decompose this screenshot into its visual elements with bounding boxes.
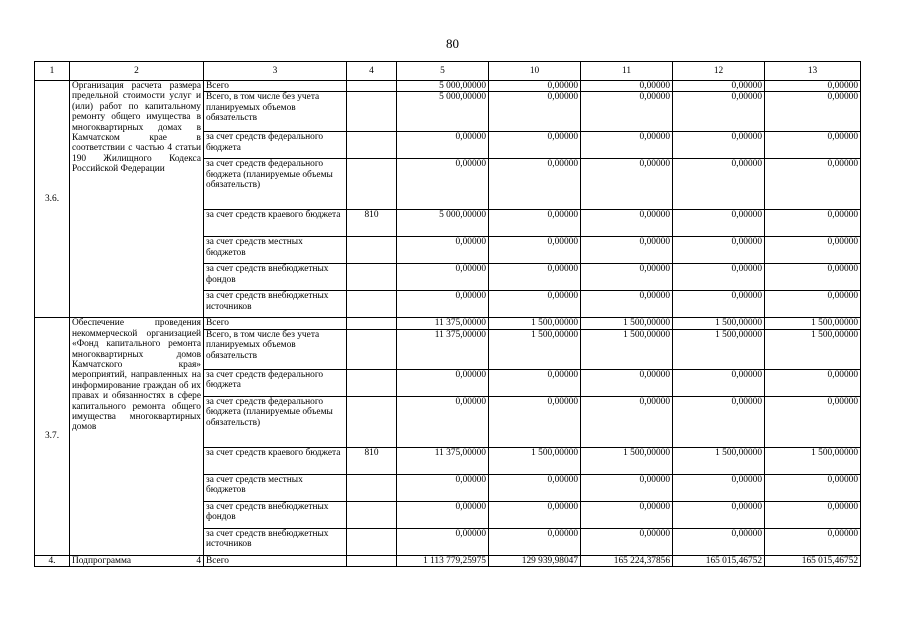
amount-cell: 0,00000 — [397, 291, 489, 318]
amount-cell: 0,00000 — [489, 501, 581, 528]
amount-cell: 0,00000 — [397, 264, 489, 291]
amount-cell: 0,00000 — [397, 237, 489, 264]
amount-cell: 0,00000 — [765, 474, 861, 501]
amount-cell: 5 000,00000 — [397, 81, 489, 92]
header-cell: 4 — [347, 62, 397, 81]
amount-cell: 0,00000 — [765, 159, 861, 210]
funding-source: Всего — [204, 555, 347, 566]
table-row — [35, 318, 861, 329]
amount-cell: 0,00000 — [673, 132, 765, 159]
amount-cell: 0,00000 — [765, 81, 861, 92]
funding-source: Всего, в том числе без учета планируемых объемов обязательств — [204, 92, 347, 132]
amount-cell: 0,00000 — [673, 291, 765, 318]
header-cell: 1 — [35, 62, 70, 81]
amount-cell: 1 500,00000 — [489, 329, 581, 369]
amount-cell: 1 500,00000 — [673, 447, 765, 474]
amount-cell: 0,00000 — [581, 528, 673, 555]
amount-cell: 0,00000 — [581, 501, 673, 528]
amount-cell: 129 939,98047 — [489, 555, 581, 566]
amount-cell: 0,00000 — [673, 264, 765, 291]
amount-cell: 1 113 779,25975 — [397, 555, 489, 566]
budget-code — [347, 159, 397, 210]
amount-cell: 0,00000 — [489, 264, 581, 291]
amount-cell: 0,00000 — [489, 81, 581, 92]
header-cell: 11 — [581, 62, 673, 81]
page-number: 80 — [446, 36, 459, 51]
header-row — [35, 62, 861, 81]
budget-code: 810 — [347, 210, 397, 237]
budget-code — [347, 237, 397, 264]
budget-code — [347, 501, 397, 528]
budget-code — [347, 396, 397, 447]
amount-cell: 0,00000 — [581, 159, 673, 210]
amount-cell: 0,00000 — [765, 396, 861, 447]
funding-source: Всего, в том числе без учета планируемых объемов обязательств — [204, 329, 347, 369]
funding-source: за счет средств местных бюджетов — [204, 237, 347, 264]
amount-cell: 165 015,46752 — [765, 555, 861, 566]
amount-cell: 0,00000 — [581, 81, 673, 92]
budget-code: 810 — [347, 447, 397, 474]
budget-code — [347, 92, 397, 132]
amount-cell: 0,00000 — [489, 528, 581, 555]
budget-code — [347, 318, 397, 329]
amount-cell: 165 015,46752 — [673, 555, 765, 566]
section-name: Организация расчета размера предельной стоимости услуг и (или) работ по капитальному ремонту общего имущества в многоквартирных домах в Камчатском крае в соответствии с частью 4 статьи 190 Жилищного Кодекса Российской Федерации — [70, 81, 204, 318]
section-name — [70, 555, 204, 566]
table-body — [35, 81, 861, 567]
amount-cell: 0,00000 — [581, 237, 673, 264]
amount-cell: 0,00000 — [673, 159, 765, 210]
amount-cell: 0,00000 — [765, 291, 861, 318]
amount-cell: 0,00000 — [673, 210, 765, 237]
amount-cell: 1 500,00000 — [581, 447, 673, 474]
amount-cell: 0,00000 — [673, 528, 765, 555]
amount-cell: 0,00000 — [673, 237, 765, 264]
amount-cell: 0,00000 — [397, 159, 489, 210]
funding-source: Всего — [204, 81, 347, 92]
amount-cell: 165 224,37856 — [581, 555, 673, 566]
amount-cell: 1 500,00000 — [489, 447, 581, 474]
funding-source: Всего — [204, 318, 347, 329]
budget-code — [347, 329, 397, 369]
amount-cell: 0,00000 — [673, 501, 765, 528]
funding-source: за счет средств федерального бюджета (планируемые объемы обязательств) — [204, 159, 347, 210]
amount-cell: 0,00000 — [489, 237, 581, 264]
amount-cell: 0,00000 — [673, 474, 765, 501]
amount-cell: 11 375,00000 — [397, 318, 489, 329]
funding-source: за счет средств федерального бюджета (планируемые объемы обязательств) — [204, 396, 347, 447]
funding-source: за счет средств внебюджетных источников — [204, 528, 347, 555]
amount-cell: 0,00000 — [765, 528, 861, 555]
funding-source: за счет средств федерального бюджета — [204, 369, 347, 396]
amount-cell: 0,00000 — [489, 132, 581, 159]
funding-source: за счет средств федерального бюджета — [204, 132, 347, 159]
table-row — [35, 81, 861, 92]
amount-cell: 0,00000 — [397, 369, 489, 396]
section-index: 4. — [35, 555, 70, 566]
amount-cell: 0,00000 — [673, 92, 765, 132]
amount-cell: 0,00000 — [489, 396, 581, 447]
budget-code — [347, 291, 397, 318]
section-index: 3.7. — [35, 318, 70, 555]
amount-cell: 0,00000 — [673, 81, 765, 92]
funding-source: за счет средств внебюджетных фондов — [204, 501, 347, 528]
amount-cell: 0,00000 — [581, 264, 673, 291]
amount-cell: 0,00000 — [397, 501, 489, 528]
amount-cell: 1 500,00000 — [581, 318, 673, 329]
amount-cell: 0,00000 — [581, 92, 673, 132]
amount-cell: 0,00000 — [489, 474, 581, 501]
subprogram-label: Подпрограмма — [72, 555, 132, 566]
amount-cell: 0,00000 — [673, 369, 765, 396]
amount-cell: 0,00000 — [581, 132, 673, 159]
amount-cell: 0,00000 — [581, 474, 673, 501]
amount-cell: 0,00000 — [581, 291, 673, 318]
header-cell: 12 — [673, 62, 765, 81]
budget-code — [347, 81, 397, 92]
budget-code — [347, 474, 397, 501]
header-cell: 2 — [70, 62, 204, 81]
budget-code — [347, 369, 397, 396]
amount-cell: 0,00000 — [489, 159, 581, 210]
header-cell: 10 — [489, 62, 581, 81]
funding-source: за счет средств краевого бюджета — [204, 210, 347, 237]
amount-cell: 0,00000 — [765, 369, 861, 396]
amount-cell: 1 500,00000 — [581, 329, 673, 369]
amount-cell: 0,00000 — [765, 132, 861, 159]
amount-cell: 1 500,00000 — [673, 318, 765, 329]
section-index: 3.6. — [35, 81, 70, 318]
amount-cell: 1 500,00000 — [765, 329, 861, 369]
amount-cell: 5 000,00000 — [397, 210, 489, 237]
amount-cell: 0,00000 — [673, 396, 765, 447]
budget-table — [34, 61, 861, 567]
header-cell: 3 — [204, 62, 347, 81]
table-row — [35, 555, 861, 566]
budget-code — [347, 555, 397, 566]
header-cell: 13 — [765, 62, 861, 81]
funding-source: за счет средств внебюджетных фондов — [204, 264, 347, 291]
amount-cell: 0,00000 — [581, 369, 673, 396]
amount-cell: 0,00000 — [765, 237, 861, 264]
amount-cell: 5 000,00000 — [397, 92, 489, 132]
amount-cell: 0,00000 — [489, 369, 581, 396]
amount-cell: 0,00000 — [489, 92, 581, 132]
amount-cell: 1 500,00000 — [765, 447, 861, 474]
amount-cell: 1 500,00000 — [765, 318, 861, 329]
amount-cell: 11 375,00000 — [397, 447, 489, 474]
amount-cell: 0,00000 — [765, 264, 861, 291]
amount-cell: 1 500,00000 — [673, 329, 765, 369]
budget-code — [347, 264, 397, 291]
budget-code — [347, 132, 397, 159]
funding-source: за счет средств внебюджетных источников — [204, 291, 347, 318]
section-name: Обеспечение проведения некоммерческой организацией «Фонд капитального ремонта многоквартирных домов Камчатского края» мероприятий, направленных на информирование граждан об их правах и обязанностях в сфере капитального ремонта общего имущества многоквартирных домов — [70, 318, 204, 555]
amount-cell: 0,00000 — [489, 291, 581, 318]
funding-source: за счет средств краевого бюджета — [204, 447, 347, 474]
funding-source: за счет средств местных бюджетов — [204, 474, 347, 501]
amount-cell: 0,00000 — [397, 396, 489, 447]
amount-cell: 1 500,00000 — [489, 318, 581, 329]
subprogram-number: 4 — [196, 555, 201, 566]
amount-cell: 0,00000 — [581, 396, 673, 447]
amount-cell: 0,00000 — [765, 92, 861, 132]
amount-cell: 0,00000 — [489, 210, 581, 237]
amount-cell: 0,00000 — [765, 501, 861, 528]
amount-cell: 0,00000 — [765, 210, 861, 237]
amount-cell: 0,00000 — [581, 210, 673, 237]
amount-cell: 0,00000 — [397, 132, 489, 159]
amount-cell: 11 375,00000 — [397, 329, 489, 369]
amount-cell: 0,00000 — [397, 528, 489, 555]
header-cell: 5 — [397, 62, 489, 81]
budget-code — [347, 528, 397, 555]
amount-cell: 0,00000 — [397, 474, 489, 501]
